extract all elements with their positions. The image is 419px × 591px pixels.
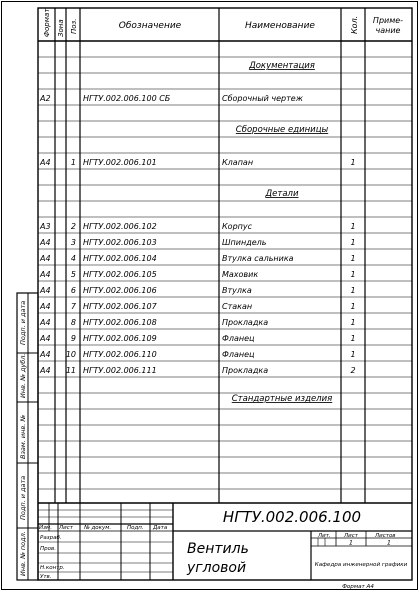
- cell-name: Клапан: [222, 158, 254, 167]
- title-block-text: [39, 508, 408, 590]
- cell-name: Прокладка: [222, 318, 269, 327]
- cell-qty: 1: [350, 350, 356, 359]
- cell-name: Фланец: [222, 350, 255, 359]
- cell-qty: 1: [350, 254, 356, 263]
- cell-format: А4: [40, 286, 51, 295]
- side-sign-date-1: Подп. и дата: [19, 300, 27, 345]
- table-row: [39, 366, 356, 375]
- role-norm-control: Н.контр.: [40, 565, 65, 571]
- lit-label: Лит.: [318, 533, 331, 539]
- cell-name: Маховик: [222, 270, 259, 279]
- sheets-value: 1: [386, 538, 392, 547]
- cell-qty: 1: [350, 222, 356, 231]
- cell-position: 7: [70, 302, 76, 311]
- cell-name: Корпус: [222, 222, 253, 231]
- cell-designation: НГТУ.002.006.108: [83, 318, 157, 327]
- organization: Кафедра инженерной графики: [314, 562, 408, 568]
- change-col-sign: Подп.: [127, 525, 144, 531]
- header-name: Наименование: [245, 21, 315, 31]
- frame: [2, 2, 418, 590]
- header-designation: Обозначение: [118, 21, 182, 31]
- cell-position: 8: [70, 318, 76, 327]
- table-row: [39, 286, 356, 295]
- cell-format: А4: [40, 302, 51, 311]
- title-line-2: угловой: [187, 560, 247, 576]
- cell-format: А4: [40, 334, 51, 343]
- cell-name: Втулка: [222, 286, 252, 295]
- spec-rows: [39, 94, 356, 375]
- cell-name: Сборочный чертеж: [222, 94, 303, 103]
- header-zone: Зона: [57, 19, 65, 37]
- table-row: [39, 270, 356, 279]
- header-note-1: Приме-: [372, 16, 404, 25]
- cell-position: 1: [70, 158, 76, 167]
- title-line-1: Вентиль: [187, 541, 249, 557]
- side-inv-orig: Инв. № подл.: [19, 531, 27, 576]
- table-row: [39, 94, 304, 103]
- change-col-list: Лист: [59, 525, 73, 531]
- cell-position: 11: [65, 366, 76, 375]
- cell-qty: 1: [350, 302, 356, 311]
- doc-number: НГТУ.002.006.100: [222, 508, 362, 526]
- cell-name: Шпиндель: [222, 238, 267, 247]
- sheets-label: Листов: [375, 533, 396, 539]
- section-assemblies: Сборочные единицы: [235, 125, 329, 135]
- header-format: Формат: [43, 8, 51, 37]
- header-note-2: чание: [375, 26, 401, 35]
- cell-designation: НГТУ.002.006.101: [83, 158, 157, 167]
- cell-position: 3: [70, 238, 76, 247]
- section-standard: Стандартные изделия: [231, 394, 333, 404]
- table-row: [39, 158, 356, 167]
- cell-format: А2: [40, 94, 51, 103]
- cell-designation: НГТУ.002.006.104: [83, 254, 157, 263]
- cell-designation: НГТУ.002.006.100 СБ: [83, 94, 171, 103]
- table-row: [39, 334, 356, 343]
- side-stamp-labels: [19, 301, 27, 576]
- role-developer: Разраб.: [40, 535, 62, 541]
- cell-position: 10: [65, 350, 76, 359]
- cell-format: А4: [40, 270, 51, 279]
- cell-qty: 2: [350, 366, 356, 375]
- table-row: [39, 222, 356, 231]
- header-qty: Кол.: [350, 15, 359, 34]
- spec-header: [43, 8, 403, 37]
- cell-qty: 1: [350, 270, 356, 279]
- cell-qty: 1: [350, 334, 356, 343]
- role-approved: Утв.: [40, 574, 52, 580]
- section-documentation: Документация: [249, 61, 315, 71]
- sheet-label: Лист: [344, 533, 358, 539]
- cell-format: А4: [40, 158, 51, 167]
- table-row: [39, 302, 356, 311]
- cell-designation: НГТУ.002.006.105: [83, 270, 157, 279]
- cell-name: Фланец: [222, 334, 255, 343]
- table-row: [39, 254, 356, 263]
- header-position: Поз.: [70, 18, 78, 34]
- change-col-izm: Изм.: [39, 525, 52, 531]
- cell-position: 4: [70, 254, 76, 263]
- cell-position: 9: [70, 334, 76, 343]
- cell-designation: НГТУ.002.006.110: [83, 350, 157, 359]
- cell-name: Втулка сальника: [222, 254, 294, 263]
- cell-format: А4: [40, 254, 51, 263]
- cell-format: А4: [40, 350, 51, 359]
- cell-designation: НГТУ.002.006.107: [83, 302, 157, 311]
- table-row: [39, 350, 356, 359]
- cell-qty: 1: [350, 318, 356, 327]
- cell-position: 5: [70, 270, 76, 279]
- cell-qty: 1: [350, 238, 356, 247]
- cell-name: Прокладка: [222, 366, 269, 375]
- table-row: [39, 238, 356, 247]
- side-vzam-inv: Взам. инв. №: [19, 414, 27, 459]
- cell-qty: 1: [350, 158, 356, 167]
- table-row: [39, 318, 356, 327]
- cell-name: Стакан: [222, 302, 253, 311]
- cell-designation: НГТУ.002.006.109: [83, 334, 157, 343]
- format-label: Формат А4: [342, 584, 374, 590]
- side-sign-date-2: Подп. и дата: [19, 475, 27, 520]
- cell-format: А3: [40, 222, 51, 231]
- cell-designation: НГТУ.002.006.103: [83, 238, 157, 247]
- section-parts: Детали: [265, 189, 299, 199]
- cell-designation: НГТУ.002.006.106: [83, 286, 157, 295]
- cell-qty: 1: [350, 286, 356, 295]
- cell-designation: НГТУ.002.006.111: [83, 366, 157, 375]
- change-col-docnum: № докум.: [84, 525, 112, 531]
- change-col-date: Дата: [153, 525, 168, 531]
- cell-designation: НГТУ.002.006.102: [83, 222, 157, 231]
- sheet-value: 1: [348, 538, 354, 547]
- cell-position: 2: [70, 222, 76, 231]
- cell-format: А4: [40, 318, 51, 327]
- cell-format: А4: [40, 238, 51, 247]
- cell-format: А4: [40, 366, 51, 375]
- side-inv-dubl: Инв. № дубл.: [19, 353, 27, 398]
- cell-position: 6: [70, 286, 76, 295]
- role-checker: Пров.: [40, 546, 56, 552]
